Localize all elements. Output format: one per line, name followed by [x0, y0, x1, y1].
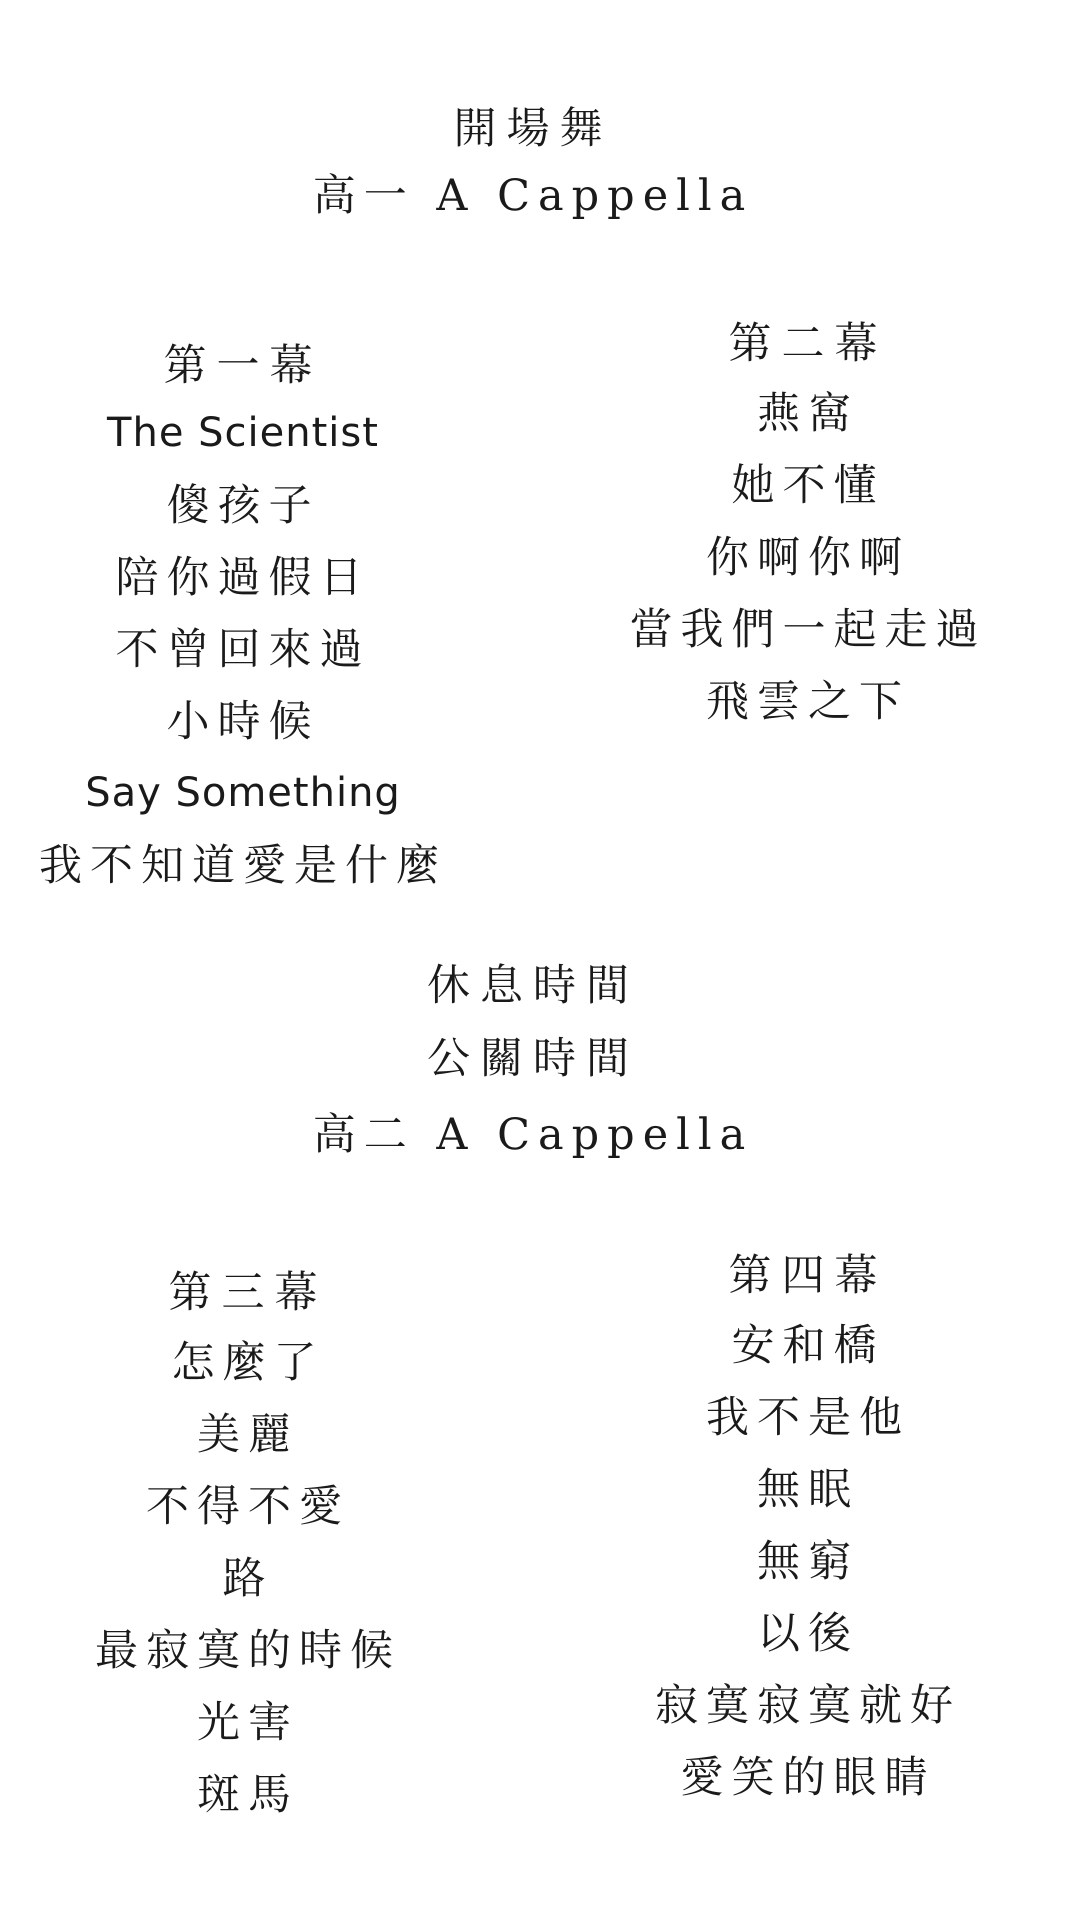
act1-song-5: 小時候	[166, 697, 320, 747]
act3-song-2: 美麗	[197, 1410, 299, 1460]
act1-song-7: 我不知道愛是什麼	[39, 841, 447, 891]
act2-song-5: 飛雲之下	[706, 677, 910, 727]
act3-song-5: 最寂寞的時候	[95, 1626, 401, 1676]
act3-title: 第三幕	[168, 1268, 328, 1318]
act1-song-6: Say Something	[85, 770, 401, 816]
act4-title: 第四幕	[728, 1251, 888, 1301]
intermission-line-2: 公關時間	[427, 1034, 639, 1084]
act2-title: 第二幕	[728, 319, 888, 369]
act4-song-7: 愛笑的眼睛	[680, 1753, 936, 1803]
act3-song-7: 斑馬	[197, 1770, 299, 1820]
act1-song-3: 陪你過假日	[115, 553, 371, 603]
act4-song-2: 我不是他	[706, 1393, 910, 1443]
intermission-line-3: 高二 A Cappella	[312, 1110, 754, 1160]
act3-song-1: 怎麼了	[171, 1338, 325, 1388]
act1-song-4: 不曾回來過	[115, 625, 371, 675]
act4-song-6: 寂寞寂寞就好	[655, 1681, 961, 1731]
opening-subtitle: 高一 A Cappella	[312, 171, 754, 221]
act3-song-6: 光害	[197, 1698, 299, 1748]
act4-song-1: 安和橋	[731, 1321, 885, 1371]
act3-song-3: 不得不愛	[146, 1482, 350, 1532]
act2-song-4: 當我們一起走過	[629, 605, 987, 655]
act3-song-4: 路	[222, 1554, 274, 1604]
act4-song-5: 以後	[757, 1609, 859, 1659]
intermission-line-1: 休息時間	[427, 961, 639, 1011]
act4-song-3: 無眠	[757, 1465, 859, 1515]
act2-song-1: 燕窩	[757, 389, 859, 439]
act1-song-1: The Scientist	[107, 410, 379, 456]
act1-title: 第一幕	[163, 341, 323, 391]
act2-song-3: 你啊你啊	[706, 533, 910, 583]
act4-song-4: 無窮	[757, 1537, 859, 1587]
act2-song-2: 她不懂	[731, 461, 885, 511]
opening-title: 開場舞	[453, 104, 613, 154]
act1-song-2: 傻孩子	[166, 481, 320, 531]
